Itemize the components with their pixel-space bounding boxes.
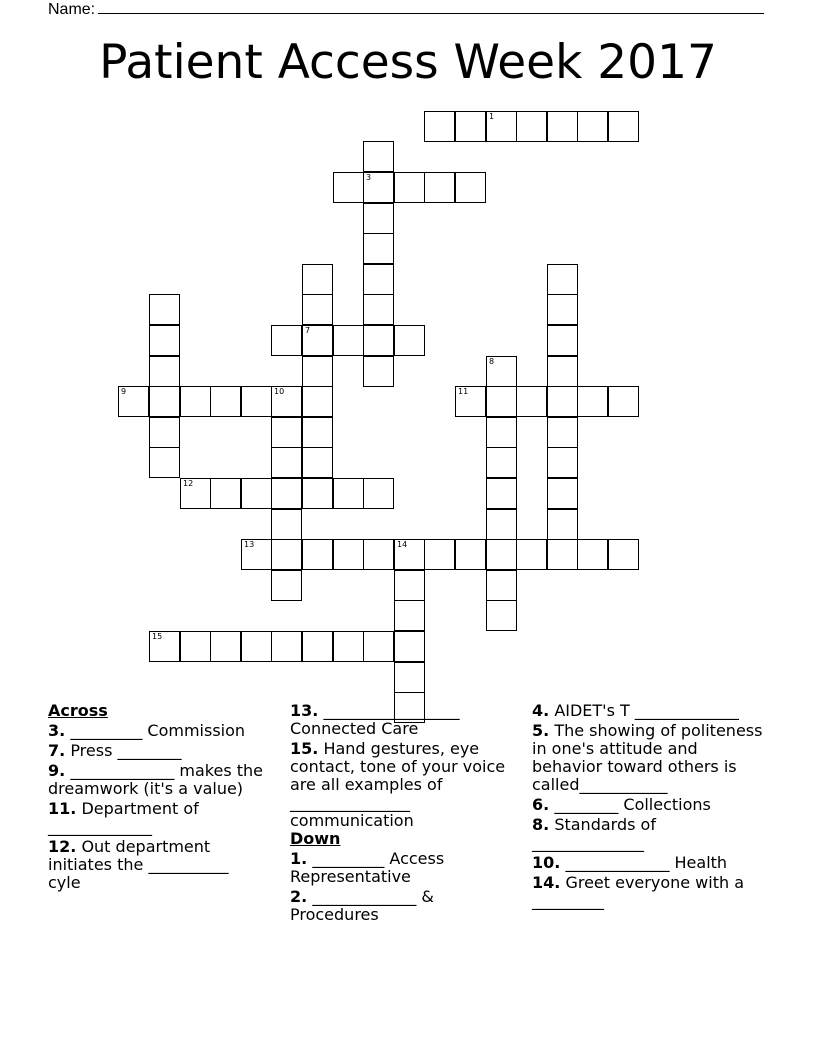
grid-cell[interactable] (271, 417, 302, 448)
grid-cell[interactable] (210, 386, 241, 417)
grid-cell[interactable] (333, 172, 364, 203)
grid-cell[interactable] (241, 478, 272, 509)
clue-number: 15. (290, 739, 319, 758)
grid-cell[interactable] (547, 356, 578, 387)
clue-across-3 (48, 722, 263, 740)
grid-cell[interactable] (271, 478, 302, 509)
grid-cell[interactable] (424, 539, 455, 570)
grid-cell[interactable] (608, 386, 639, 417)
clue-text: Department of _____________ (48, 799, 199, 836)
clue-number: 8. (532, 815, 550, 834)
clue-across-7 (48, 742, 263, 760)
clue-text: _________________ Connected Care (290, 701, 460, 738)
grid-cell[interactable] (363, 325, 394, 356)
grid-cell[interactable] (516, 111, 547, 142)
grid-cell[interactable] (394, 600, 425, 631)
grid-cell[interactable] (271, 386, 302, 417)
grid-cell[interactable] (486, 417, 517, 448)
across-header: Across (48, 701, 108, 720)
cell-number: 15 (152, 632, 163, 641)
clues-column-3 (532, 702, 772, 910)
grid-cell[interactable] (363, 172, 394, 203)
clue-text: _____________ Health (565, 853, 728, 872)
grid-cell[interactable] (241, 386, 272, 417)
grid-cell[interactable] (547, 417, 578, 448)
grid-cell[interactable] (577, 539, 608, 570)
grid-cell[interactable] (608, 539, 639, 570)
cell-number: 3 (366, 173, 372, 182)
grid-cell[interactable] (363, 203, 394, 234)
grid-cell[interactable] (363, 233, 394, 264)
grid-cell[interactable] (302, 447, 333, 478)
grid-cell[interactable] (547, 325, 578, 356)
clue-down-14 (532, 874, 772, 910)
grid-cell[interactable] (302, 478, 333, 509)
grid-cell[interactable] (149, 386, 180, 417)
grid-cell[interactable] (333, 478, 364, 509)
grid-cell[interactable] (241, 539, 272, 570)
grid-cell[interactable] (394, 631, 425, 662)
grid-cell[interactable] (547, 111, 578, 142)
grid-cell[interactable] (547, 447, 578, 478)
clue-across-13 (290, 702, 522, 738)
grid-cell[interactable] (271, 539, 302, 570)
down-header: Down (290, 829, 341, 848)
clue-text: The showing of politeness in one's attitude and behavior toward others is called___________ (532, 721, 763, 794)
clue-text: _____________ makes the dreamwork (it's a value) (48, 761, 264, 798)
clue-number: 10. (532, 853, 561, 872)
grid-cell[interactable] (180, 478, 211, 509)
grid-cell[interactable] (118, 386, 149, 417)
clue-number: 14. (532, 873, 561, 892)
grid-cell[interactable] (394, 662, 425, 693)
clue-text: Greet everyone with a _________ (532, 873, 745, 910)
grid-cell[interactable] (424, 111, 455, 142)
clue-text: Press ________ (70, 741, 182, 760)
cell-number: 14 (397, 540, 408, 549)
grid-cell[interactable] (271, 325, 302, 356)
grid-cell[interactable] (394, 570, 425, 601)
grid-cell[interactable] (424, 172, 455, 203)
grid-cell[interactable] (363, 356, 394, 387)
clue-down-1 (290, 850, 522, 886)
grid-cell[interactable] (180, 631, 211, 662)
clue-number: 11. (48, 799, 77, 818)
clue-text: _________ Commission (70, 721, 246, 740)
cell-number: 8 (489, 357, 495, 366)
grid-cell[interactable] (547, 386, 578, 417)
clue-number: 1. (290, 849, 308, 868)
clue-down-5 (532, 722, 772, 794)
grid-cell[interactable] (455, 172, 486, 203)
grid-cell[interactable] (455, 111, 486, 142)
cell-number: 7 (305, 326, 311, 335)
grid-cell[interactable] (302, 386, 333, 417)
grid-cell[interactable] (486, 600, 517, 631)
clue-across-11 (48, 800, 263, 836)
clues-column-1 (48, 702, 263, 892)
cell-number: 12 (183, 479, 194, 488)
clue-down-6 (532, 796, 772, 814)
name-label: Name: (48, 1, 96, 18)
grid-cell[interactable] (271, 447, 302, 478)
grid-cell[interactable] (302, 631, 333, 662)
grid-cell[interactable] (363, 294, 394, 325)
clue-number: 13. (290, 701, 319, 720)
clue-number: 9. (48, 761, 66, 780)
grid-cell[interactable] (149, 325, 180, 356)
grid-cell[interactable] (486, 539, 517, 570)
grid-cell[interactable] (241, 631, 272, 662)
grid-cell[interactable] (363, 539, 394, 570)
clue-number: 7. (48, 741, 66, 760)
grid-cell[interactable] (394, 325, 425, 356)
grid-cell[interactable] (547, 294, 578, 325)
grid-cell[interactable] (149, 631, 180, 662)
grid-cell[interactable] (363, 478, 394, 509)
clue-across-9 (48, 762, 263, 798)
grid-cell[interactable] (363, 264, 394, 295)
clue-text: _________ Access Representative (290, 849, 445, 886)
grid-cell[interactable] (516, 386, 547, 417)
cell-number: 11 (458, 387, 469, 396)
grid-cell[interactable] (180, 386, 211, 417)
grid-cell[interactable] (302, 539, 333, 570)
grid-cell[interactable] (149, 294, 180, 325)
grid-cell[interactable] (547, 539, 578, 570)
puzzle-title: Patient Access Week 2017 (99, 35, 717, 90)
grid-cell[interactable] (302, 294, 333, 325)
grid-cell[interactable] (333, 325, 364, 356)
grid-cell[interactable] (149, 447, 180, 478)
grid-cell[interactable] (547, 478, 578, 509)
clue-number: 2. (290, 887, 308, 906)
cell-number: 9 (121, 387, 127, 396)
grid-cell[interactable] (547, 509, 578, 540)
grid-cell[interactable] (486, 509, 517, 540)
grid-cell[interactable] (271, 570, 302, 601)
grid-cell[interactable] (455, 386, 486, 417)
grid-cell[interactable] (486, 447, 517, 478)
grid-cell[interactable] (333, 631, 364, 662)
clue-number: 4. (532, 701, 550, 720)
grid-cell[interactable] (271, 509, 302, 540)
grid-cell[interactable] (210, 631, 241, 662)
grid-cell[interactable] (394, 172, 425, 203)
clue-number: 3. (48, 721, 66, 740)
grid-cell[interactable] (210, 478, 241, 509)
cell-number: 1 (489, 112, 495, 121)
grid-cell[interactable] (486, 570, 517, 601)
clue-across-12 (48, 838, 263, 892)
clue-text: _____________ & Procedures (290, 887, 434, 924)
clue-text: Out department initiates the __________ cyle (48, 837, 229, 892)
clue-text: ________ Collections (554, 795, 711, 814)
cell-number: 10 (274, 387, 285, 396)
grid-cell[interactable] (363, 141, 394, 172)
grid-cell[interactable] (302, 325, 333, 356)
grid-cell[interactable] (577, 111, 608, 142)
clue-across-15 (290, 740, 522, 830)
grid-cell[interactable] (302, 356, 333, 387)
grid-cell[interactable] (486, 386, 517, 417)
grid-cell[interactable] (302, 264, 333, 295)
clue-down-4 (532, 702, 772, 720)
grid-cell[interactable] (271, 631, 302, 662)
grid-cell[interactable] (547, 264, 578, 295)
grid-cell[interactable] (608, 111, 639, 142)
grid-cell[interactable] (302, 417, 333, 448)
grid-cell[interactable] (486, 356, 517, 387)
grid-cell[interactable] (516, 539, 547, 570)
clue-number: 5. (532, 721, 550, 740)
clue-down-8 (532, 816, 772, 852)
cell-number: 13 (244, 540, 255, 549)
clue-number: 6. (532, 795, 550, 814)
grid-cell[interactable] (149, 417, 180, 448)
clue-text: Hand gestures, eye contact, tone of your voice are all examples of _______________ communication (290, 739, 506, 830)
grid-cell[interactable] (149, 356, 180, 387)
clue-number: 12. (48, 837, 77, 856)
clue-down-2 (290, 888, 522, 924)
grid-cell[interactable] (333, 539, 364, 570)
clues-column-2 (290, 702, 522, 924)
grid-cell[interactable] (394, 539, 425, 570)
grid-cell[interactable] (363, 631, 394, 662)
grid-cell[interactable] (486, 478, 517, 509)
grid-cell[interactable] (577, 386, 608, 417)
grid-cell[interactable] (486, 111, 517, 142)
clue-text: Standards of ______________ (532, 815, 656, 852)
grid-cell[interactable] (455, 539, 486, 570)
clue-text: AIDET's T _____________ (554, 701, 739, 720)
clue-down-10 (532, 854, 772, 872)
